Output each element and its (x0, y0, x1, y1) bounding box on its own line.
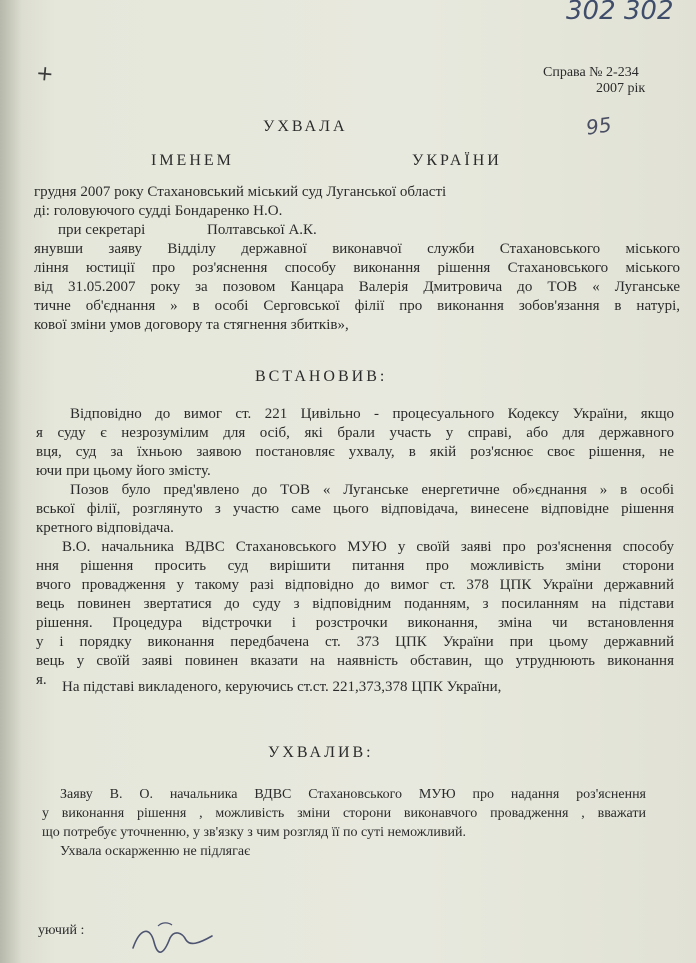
body-line-10: вчого провадження у такому разі відповідно до вимог ст. 378 ЦПК України державний (36, 577, 674, 593)
decision-line-2: у виконання рішення , можливість зміни сторони виконавчого провадження , вважати (42, 806, 646, 821)
page-edge-shadow (0, 0, 22, 963)
intro-line-7: тичне об'єднання » в особі Серговської філії про виконання зобов'язання в натурі, (34, 298, 680, 314)
body-line-4: ючи при цьому його змісту. (36, 463, 211, 479)
signature-scribble (128, 918, 218, 958)
pen-mark: ✕ (33, 61, 58, 87)
body-line-2: я суду є незрозумілим для осіб, які брали участь у справі, або для державного (36, 425, 674, 441)
body-line-3: вця, суд за їхньою заявою постановляє ухвалу, в якій роз'яснює своє рішення, не (36, 444, 674, 460)
body-line-6: вської філії, розглянуто з участю саме цього відповідача, винесене відповідне рішення (36, 501, 674, 517)
body-line-15: я. (36, 672, 47, 688)
document-title: УХВАЛА (263, 118, 348, 135)
body-line-14: вець у своїй заяві повинен вказати на наявність обставин, що утруднюють виконання (36, 653, 674, 669)
body-line-8: В.О. начальника ВДВС Стахановського МУЮ у своїй заяві про роз'яснення способу (62, 539, 674, 555)
intro-line-2: ді: головуючого судді Бондаренко Н.О. (34, 203, 283, 219)
decision-line-3: що потребує уточненню, у зв'язку з чим розгляд її по суті неможливий. (42, 825, 466, 840)
body-line-1: Відповідно до вимог ст. 221 Цивільно - процесуального Кодексу України, якщо (70, 406, 674, 422)
body-line-7: кретного відповідача. (36, 520, 174, 536)
handwritten-number: 95 (584, 112, 613, 140)
body-line-13: у і порядку виконання передбачена ст. 373 ЦПК України при цьому державний (36, 634, 674, 650)
decision-line-4: Ухвала оскарженню не підлягає (60, 844, 251, 859)
intro-line-6: від 31.05.2007 року за позовом Канцара Валерія Дмитровича до ТОВ « Луганське (34, 279, 680, 295)
intro-secretary-name: Полтавської А.К. (207, 222, 317, 238)
heading-vstanovyv: ВСТАНОВИВ: (255, 368, 388, 385)
body-line-9: ння рішення просить суд вирішити питання про можливість зміни сторони (36, 558, 674, 574)
intro-secretary-label: при секретарі (58, 222, 146, 238)
handwritten-corner-note: 302 302 (566, 0, 674, 26)
body-line-5: Позов було пред'явлено до ТОВ « Луганське енергетичне об»єднання » в особі (70, 482, 674, 498)
heading-ukrainy: УКРАЇНИ (412, 152, 502, 169)
intro-line-1: грудня 2007 року Стахановський міський суд Луганської області (34, 184, 447, 200)
heading-imenem: ІМЕНЕМ (151, 152, 234, 169)
intro-line-8: кової зміни умов договору та стягнення збитків», (34, 317, 349, 333)
case-number: Справа № 2-234 (543, 65, 639, 80)
body-line-12: рішення. Процедура відстрочки і розстрочки виконання, зміна чи встановлення (36, 615, 674, 631)
intro-line-4: янувши заяву Відділу державної виконавчої служби Стахановського міського (34, 241, 680, 257)
heading-uhvalyv: УХВАЛИВ: (268, 744, 374, 761)
body-line-11: вець повинен звертатися до суду з відповідним поданням, з посиланням на підстави (36, 596, 674, 612)
body-line-16: На підставі викладеного, керуючись ст.ст. 221,373,378 ЦПК України, (62, 679, 502, 695)
signature-label: уючий : (38, 923, 85, 938)
case-year: 2007 рік (596, 81, 646, 96)
intro-line-5: ління юстиції про роз'яснення способу виконання рішення Стахановського міського (34, 260, 680, 276)
decision-line-1: Заяву В. О. начальника ВДВС Стахановського МУЮ про надання роз'яснення (60, 787, 646, 802)
